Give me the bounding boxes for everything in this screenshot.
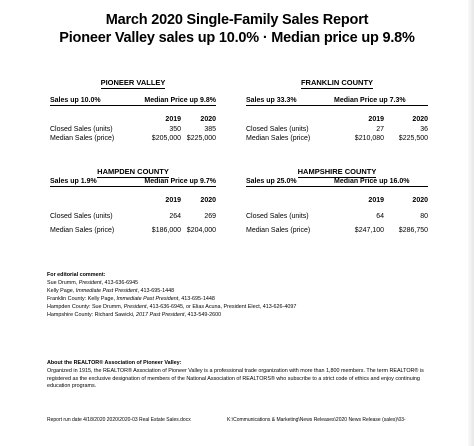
closed-curr: 385 [204, 126, 216, 133]
editorial-heading: For editorial comment: [47, 272, 106, 278]
closed-curr: 36 [420, 126, 428, 133]
year-curr: 2020 [200, 197, 216, 204]
region-block-hampshire [246, 167, 428, 239]
about-section [47, 360, 429, 391]
row-label-median: Median Sales (price) [246, 135, 311, 142]
row-label-median: Median Sales (price) [246, 227, 311, 234]
median-curr: $204,000 [186, 227, 216, 234]
year-prev: 2019 [368, 116, 384, 123]
year-prev: 2019 [368, 197, 384, 204]
row-label-closed: Closed Sales (units) [50, 213, 113, 220]
median-curr: $286,750 [398, 227, 428, 234]
about-body: Organized in 1915, the REALTOR® Association of Pioneer Valley is a professional trade organization with more than 1,800 members. The term REALTOR® is registered as the exclusive designation of members of the National Association of REALTORS® who subscribe to a strict code of ethics and enjoy continuing education programs. [47, 367, 424, 390]
region-name: HAMPDEN COUNTY [97, 167, 169, 176]
report-title: March 2020 Single-Family Sales Report [105, 12, 369, 28]
editorial-contacts [47, 271, 296, 319]
closed-prev: 350 [169, 126, 181, 133]
region-name: FRANKLIN COUNTY [300, 78, 374, 87]
median-prev: $186,000 [151, 227, 181, 234]
row-label-closed: Closed Sales (units) [50, 126, 113, 133]
median-prev: $210,080 [354, 135, 384, 142]
price-change: Median Price up 9.8% [144, 97, 216, 104]
divider [246, 186, 428, 187]
sales-change: Sales up 10.0% [50, 97, 101, 104]
year-curr: 2020 [412, 197, 428, 204]
year-prev: 2019 [165, 116, 181, 123]
region-name: HAMPSHIRE COUNTY [297, 167, 377, 176]
contact-line: Franklin County: Kelly Page, Immediate Past President, 413-695-1448 [47, 296, 215, 302]
year-prev: 2019 [165, 197, 181, 204]
region-block-franklin [246, 78, 428, 148]
closed-prev: 27 [376, 126, 384, 133]
region-block-hampden [50, 167, 216, 239]
sales-change: Sales up 25.0% [246, 178, 297, 185]
closed-prev: 264 [169, 213, 181, 220]
region-name: PIONEER VALLEY [100, 78, 166, 87]
closed-curr: 269 [204, 213, 216, 220]
row-label-median: Median Sales (price) [50, 135, 115, 142]
median-prev: $247,100 [354, 227, 384, 234]
price-change: Median Price up 16.0% [334, 178, 410, 185]
divider [246, 105, 428, 106]
about-heading: About the REALTOR® Association of Pioneer Valley: [47, 360, 182, 366]
closed-curr: 80 [420, 213, 428, 220]
row-label-median: Median Sales (price) [50, 227, 115, 234]
contact-line: Sue Drumm, President, 413-636-6945 [47, 280, 139, 286]
sales-change: Sales up 1.9% [50, 178, 97, 185]
footer-run-date: Report run date 4/18/2020 2020\2020-03 Real Estate Sales.docx [47, 417, 191, 423]
median-prev: $205,000 [151, 135, 181, 142]
median-curr: $225,500 [398, 135, 428, 142]
region-block-pioneer-valley [50, 78, 216, 148]
divider [50, 186, 216, 187]
row-label-closed: Closed Sales (units) [246, 126, 309, 133]
page-edge-shadow [468, 0, 474, 446]
closed-prev: 64 [376, 213, 384, 220]
report-subtitle: Pioneer Valley sales up 10.0% · Median price up 9.8% [59, 30, 415, 46]
price-change: Median Price up 7.3% [334, 97, 406, 104]
year-curr: 2020 [412, 116, 428, 123]
row-label-closed: Closed Sales (units) [246, 213, 309, 220]
price-change: Median Price up 9.7% [144, 178, 216, 185]
contact-line: Kelly Page, Immediate Past President, 413-695-1448 [47, 288, 175, 294]
year-curr: 2020 [200, 116, 216, 123]
divider [50, 105, 216, 106]
footer-file-path: K:\Communications & Marketing\News Releases\2020 News Release (sales)\03- [227, 417, 406, 423]
median-curr: $225,000 [186, 135, 216, 142]
sales-change: Sales up 33.3% [246, 97, 297, 104]
contact-line: Hampshire County: Richard Sawicki, 2017 Past President, 413-549-2600 [47, 312, 222, 318]
contact-line: Hampden County: Sue Drumm, President, 413-636-6945, or Elias Acuna, President Elect, 413-626-4097 [47, 304, 297, 310]
